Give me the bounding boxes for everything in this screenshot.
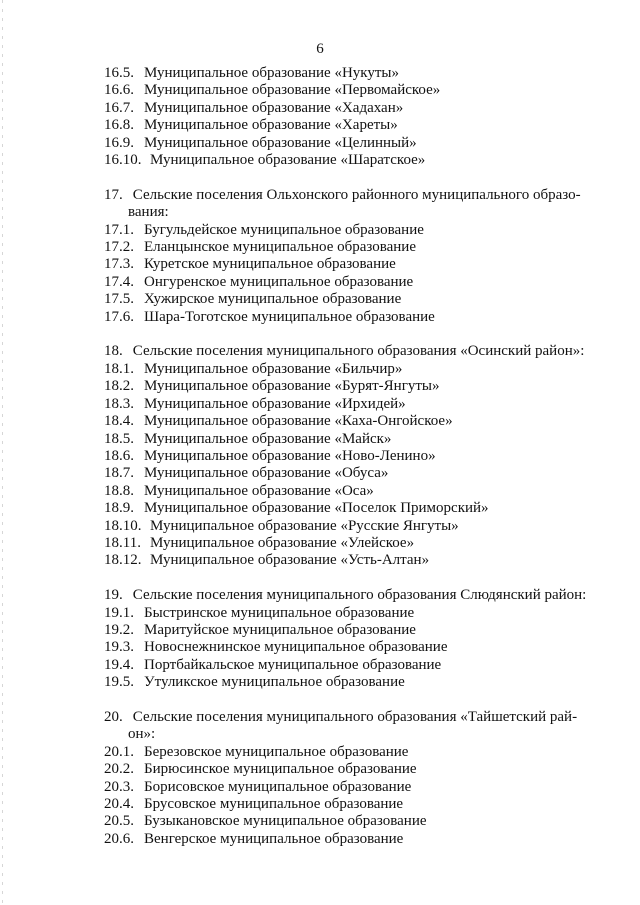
list-item bbox=[104, 518, 592, 535]
section-title-continuation: вания: bbox=[128, 204, 169, 221]
list-item bbox=[104, 674, 592, 691]
list-item-number: 16.10. bbox=[104, 152, 142, 169]
list-item bbox=[104, 483, 592, 500]
list-item-number: 17.3. bbox=[104, 256, 134, 273]
section-title: Сельские поселения муниципального образования «Осинский район»: bbox=[132, 343, 585, 360]
list-item bbox=[104, 291, 592, 308]
list-item-number: 18.3. bbox=[104, 395, 134, 412]
section-number: 19. bbox=[104, 587, 123, 604]
list-item-number: 20.6. bbox=[104, 830, 134, 847]
list-item bbox=[104, 82, 592, 99]
list-item-text: Шара-Тоготское муниципальное образование bbox=[144, 308, 435, 325]
list-item-number: 17.1. bbox=[104, 221, 134, 238]
list-item-text: Хужирское муниципальное образование bbox=[144, 291, 402, 308]
list-item bbox=[104, 65, 592, 82]
section-title-continuation: он»: bbox=[128, 726, 156, 743]
list-item-text: Муниципальное образование «Каха-Онгойское» bbox=[144, 413, 453, 430]
list-item-text: Утуликское муниципальное образование bbox=[144, 674, 405, 691]
list-item-number: 19.3. bbox=[104, 639, 134, 656]
list-item-text: Борисовское муниципальное образование bbox=[144, 778, 412, 795]
list-item-text: Брусовское муниципальное образование bbox=[144, 796, 404, 812]
list-item-text: Муниципальное образование «Ново-Ленино» bbox=[144, 447, 436, 464]
list-item-text: Венгерское муниципальное образование bbox=[144, 830, 404, 847]
list-item-number: 19.2. bbox=[104, 621, 134, 638]
section-heading bbox=[104, 587, 592, 604]
list-item-number: 18.9. bbox=[104, 500, 134, 517]
list-item bbox=[104, 413, 592, 430]
list-item bbox=[104, 535, 592, 552]
section-heading bbox=[104, 187, 592, 222]
list-item bbox=[104, 431, 592, 448]
section-heading bbox=[104, 709, 592, 744]
section-number: 20. bbox=[104, 708, 123, 725]
list-item bbox=[104, 657, 592, 674]
list-item-number: 18.8. bbox=[104, 482, 134, 499]
section-heading-line bbox=[104, 587, 592, 604]
section bbox=[104, 65, 592, 169]
list-item-text: Муниципальное образование «Русские Янгуты» bbox=[150, 517, 459, 534]
list-item-text: Муниципальное образование «Хадахан» bbox=[144, 99, 404, 116]
list-item bbox=[104, 465, 592, 482]
list-item-text: Еланцынское муниципальное образование bbox=[144, 239, 416, 256]
list-item-text: Маритуйское муниципальное образование bbox=[144, 621, 416, 638]
list-item-text: Муниципальное образование «Хареты» bbox=[144, 117, 398, 134]
list-item bbox=[104, 274, 592, 291]
list-item-text: Муниципальное образование «Обуса» bbox=[144, 465, 389, 482]
list-item-number: 20.3. bbox=[104, 778, 134, 795]
list-item-number: 17.6. bbox=[104, 308, 134, 325]
document-body bbox=[104, 65, 592, 848]
list-item-text: Муниципальное образование «Нукуты» bbox=[144, 65, 400, 81]
list-item-text: Муниципальное образование «Целинный» bbox=[144, 134, 417, 151]
list-item-text: Бирюсинское муниципальное образование bbox=[144, 761, 417, 778]
list-item-number: 18.7. bbox=[104, 465, 134, 482]
list-item-number: 17.5. bbox=[104, 291, 134, 308]
list-item-text: Онгуренское муниципальное образование bbox=[144, 273, 414, 290]
list-item-text: Муниципальное образование «Шаратское» bbox=[150, 152, 426, 169]
section-title: Сельские поселения муниципального образования «Тайшетский рай- bbox=[132, 708, 578, 725]
list-item-text: Муниципальное образование «Поселок Приморский» bbox=[144, 500, 489, 517]
section bbox=[104, 587, 592, 691]
scan-edge-artifact bbox=[2, 0, 3, 905]
section-heading-line bbox=[104, 343, 592, 360]
list-item-number: 20.4. bbox=[104, 796, 134, 812]
list-item-number: 18.5. bbox=[104, 430, 134, 447]
list-item-number: 16.6. bbox=[104, 82, 134, 99]
list-item bbox=[104, 100, 592, 117]
list-item bbox=[104, 222, 592, 239]
list-item-text: Муниципальное образование «Оса» bbox=[144, 482, 374, 499]
section-heading-line bbox=[104, 709, 592, 726]
list-item-number: 18.4. bbox=[104, 413, 134, 430]
list-item-text: Березовское муниципальное образование bbox=[144, 743, 409, 760]
list-item bbox=[104, 761, 592, 778]
list-item-number: 18.1. bbox=[104, 360, 134, 377]
list-item bbox=[104, 639, 592, 656]
list-item-text: Новоснежнинское муниципальное образование bbox=[144, 639, 448, 656]
list-item-number: 20.5. bbox=[104, 813, 134, 830]
list-item-number: 16.5. bbox=[104, 65, 134, 81]
list-item-number: 18.10. bbox=[104, 517, 142, 534]
list-item bbox=[104, 605, 592, 622]
list-item-number: 18.6. bbox=[104, 447, 134, 464]
list-item-text: Муниципальное образование «Бурят-Янгуты» bbox=[144, 378, 440, 395]
list-item-text: Бугульдейское муниципальное образование bbox=[144, 221, 424, 238]
section bbox=[104, 709, 592, 848]
list-item-number: 20.1. bbox=[104, 743, 134, 760]
section-title: Сельские поселения муниципального образования Слюдянский район: bbox=[132, 587, 587, 604]
list-item bbox=[104, 361, 592, 378]
list-item bbox=[104, 152, 592, 169]
list-item-number: 19.1. bbox=[104, 604, 134, 621]
list-item bbox=[104, 779, 592, 796]
list-item-number: 18.2. bbox=[104, 378, 134, 395]
list-item-number: 16.8. bbox=[104, 117, 134, 134]
list-item bbox=[104, 622, 592, 639]
list-item-number: 16.9. bbox=[104, 134, 134, 151]
list-item-text: Быстринское муниципальное образование bbox=[144, 604, 415, 621]
list-item bbox=[104, 813, 592, 830]
list-item-text: Бузыкановское муниципальное образование bbox=[144, 813, 427, 830]
list-item-number: 20.2. bbox=[104, 761, 134, 778]
list-item-number: 18.11. bbox=[104, 534, 141, 551]
section-heading-line bbox=[104, 187, 592, 204]
list-item-text: Муниципальное образование «Первомайское» bbox=[144, 82, 441, 99]
section-heading bbox=[104, 343, 592, 360]
list-item-number: 19.5. bbox=[104, 674, 134, 691]
list-item-text: Муниципальное образование «Улейское» bbox=[150, 534, 415, 551]
page-number: 6 bbox=[316, 41, 324, 57]
list-item bbox=[104, 448, 592, 465]
section-number: 18. bbox=[104, 343, 123, 360]
list-item bbox=[104, 396, 592, 413]
section bbox=[104, 187, 592, 326]
list-item-text: Муниципальное образование «Усть-Алтан» bbox=[150, 552, 430, 569]
list-item-text: Портбайкальское муниципальное образование bbox=[144, 656, 442, 673]
list-item-text: Муниципальное образование «Бильчир» bbox=[144, 360, 403, 377]
list-item bbox=[104, 378, 592, 395]
list-item bbox=[104, 309, 592, 326]
list-item-number: 17.2. bbox=[104, 239, 134, 256]
list-item-number: 19.4. bbox=[104, 656, 134, 673]
list-item-text: Муниципальное образование «Майск» bbox=[144, 430, 392, 447]
list-item bbox=[104, 117, 592, 134]
list-item-number: 18.12. bbox=[104, 552, 142, 569]
list-item-number: 16.7. bbox=[104, 99, 134, 116]
list-item bbox=[104, 831, 592, 848]
list-item-text: Куретское муниципальное образование bbox=[144, 256, 396, 273]
list-item bbox=[104, 135, 592, 152]
list-item bbox=[104, 552, 592, 569]
list-item bbox=[104, 796, 592, 813]
list-item bbox=[104, 256, 592, 273]
list-item-number: 17.4. bbox=[104, 273, 134, 290]
section-title: Сельские поселения Ольхонского районного муниципального образо- bbox=[132, 186, 581, 203]
list-item bbox=[104, 239, 592, 256]
section bbox=[104, 343, 592, 569]
list-item bbox=[104, 744, 592, 761]
list-item-text: Муниципальное образование «Ирхидей» bbox=[144, 395, 406, 412]
section-number: 17. bbox=[104, 186, 123, 203]
list-item bbox=[104, 500, 592, 517]
